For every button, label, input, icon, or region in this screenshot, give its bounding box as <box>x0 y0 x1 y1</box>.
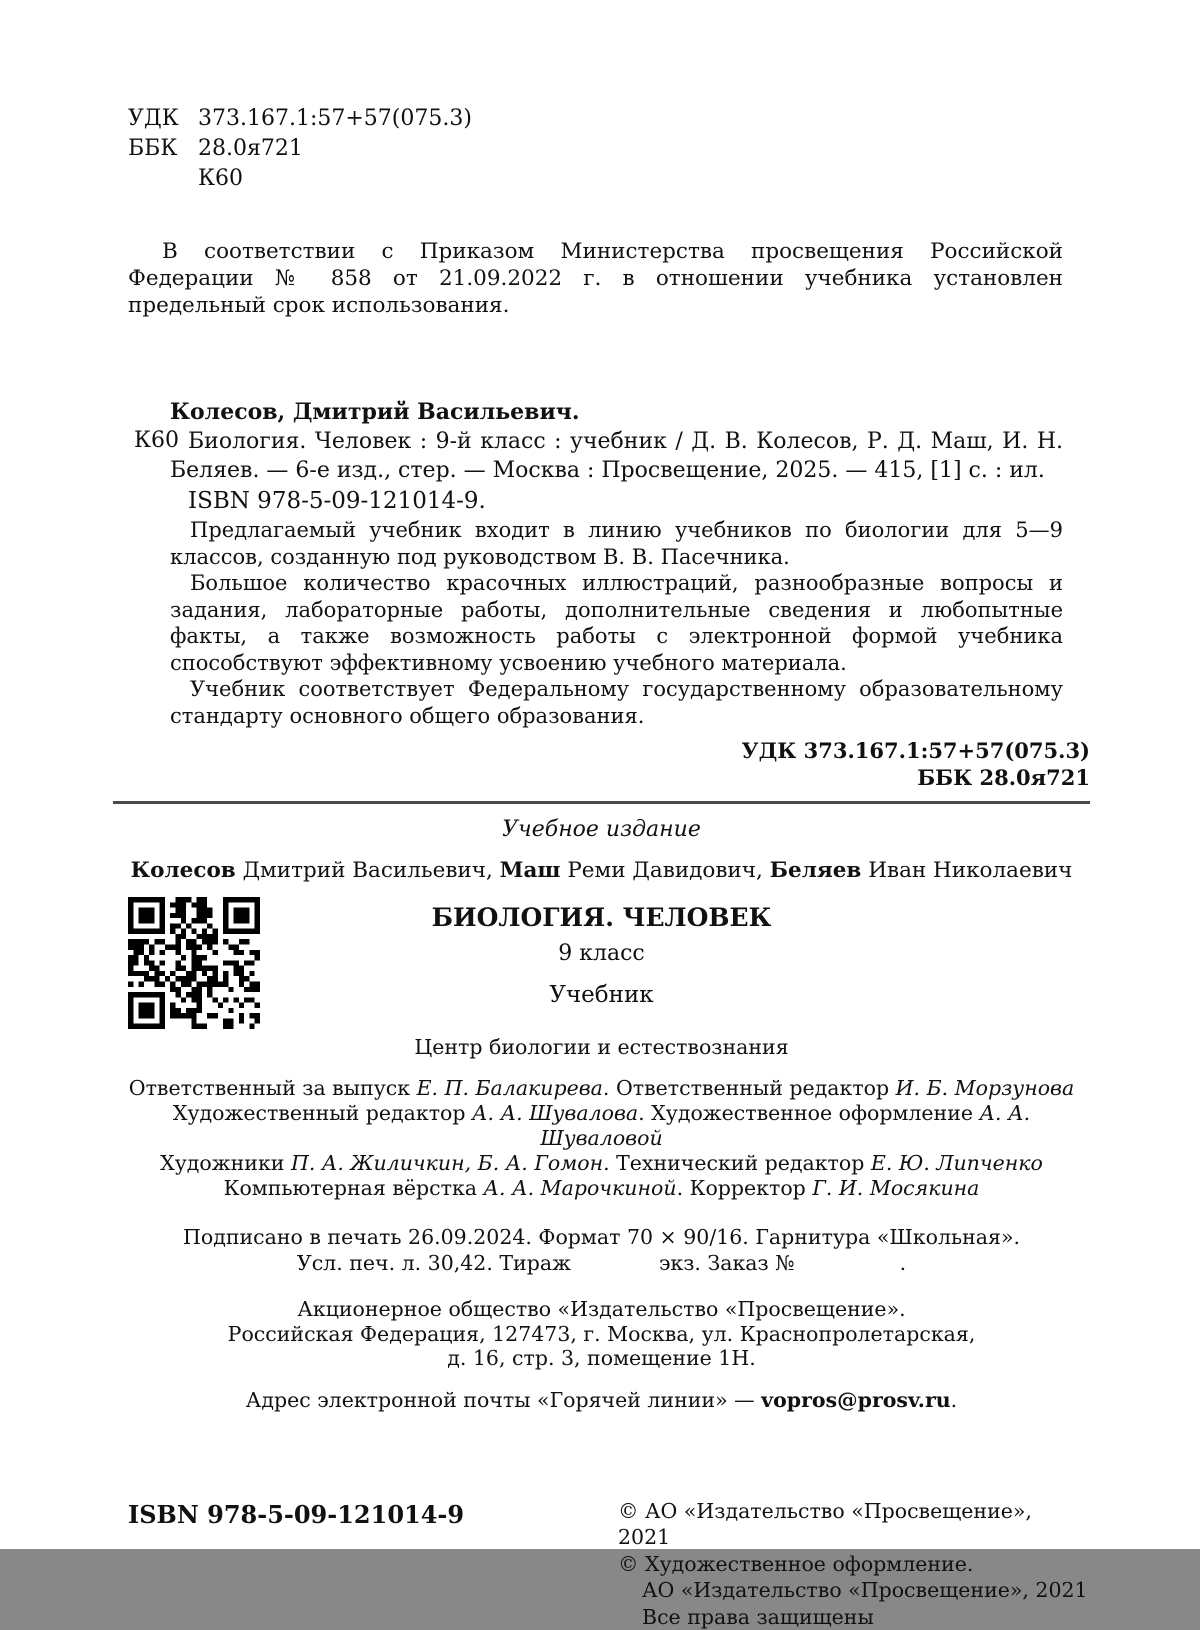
annotation-paragraph: Предлагаемый учебник входит в линию учебников по биологии для 5—9 классов, созданную под руководством В. В. Пасечника. <box>170 517 1063 570</box>
k-code: К60 <box>198 164 243 194</box>
copyright-line: Все права защищены <box>618 1604 1090 1630</box>
udk-right: УДК 373.167.1:57+57(075.3) <box>113 737 1090 764</box>
copyright-line: © АО «Издательство «Просвещение», 2021 <box>618 1498 1090 1551</box>
print-info-line: Подписано в печать 26.09.2024. Формат 70 × 90/16. Гарнитура «Школьная». <box>113 1224 1090 1250</box>
udk-bbk-right-block <box>113 737 1090 791</box>
publisher-line: Акционерное общество «Издательство «Просвещение». <box>113 1297 1090 1322</box>
book-title: БИОЛОГИЯ. ЧЕЛОВЕК <box>113 897 1090 932</box>
print-info <box>113 1224 1090 1276</box>
bbk-right: ББК 28.0я721 <box>113 764 1090 791</box>
ministry-order-notice: В соответствии с Приказом Министерства просвещения Российской Федерации № 858 от 21.09.2022 г. в отношении учебника установлен предельный срок использования. <box>128 238 1063 319</box>
copyright-line: © Художественное оформление. <box>618 1551 1090 1578</box>
credits-line: Компьютерная вёрстка А. А. Марочкиной. Корректор Г. И. Мосякина <box>113 1176 1090 1201</box>
udk-value: 373.167.1:57+57(075.3) <box>198 104 472 134</box>
publishing-center-name: Центр биологии и естествознания <box>113 1035 1090 1059</box>
publisher-address <box>113 1297 1090 1371</box>
isbn-bottom: ISBN 978-5-09-121014-9 <box>128 1500 464 1529</box>
horizontal-rule <box>113 801 1090 804</box>
annotation-paragraph: Большое количество красочных иллюстраций, разнообразные вопросы и задания, лабораторные работы, дополнительные сведения и любопытные факты, а также возможность работы с электронной формой учебника способствуют эффективному усвоению учебного материала. <box>170 570 1063 676</box>
bbk-value: 28.0я721 <box>198 134 303 164</box>
print-info-line: Усл. печ. л. 30,42. Тираж экз. Заказ № . <box>113 1250 1090 1276</box>
bbk-row <box>128 134 1090 164</box>
book-grade: 9 класс <box>113 941 1090 966</box>
hotline-email-line: Адрес электронной почты «Горячей линии» — vopros@prosv.ru. <box>113 1388 1090 1412</box>
classification-codes <box>128 104 1090 194</box>
book-subtitle: Учебник <box>113 982 1090 1008</box>
qr-code-icon <box>128 897 260 1029</box>
k-code-row <box>128 164 1090 194</box>
staff-credits <box>113 1076 1090 1201</box>
authors-line: Колесов Дмитрий Васильевич, Маш Реми Давидович, Беляев Иван Николаевич <box>113 858 1090 883</box>
bibliographic-record: Биология. Человек : 9-й класс : учебник / Д. В. Колесов, Р. Д. Маш, И. Н. Беляев. — 6-е изд., стер. — Москва : Просвещение, 2025. — 415, [1] с. : ил. <box>170 427 1063 485</box>
bbk-label: ББК <box>128 134 198 164</box>
catalog-isbn: ISBN 978-5-09-121014-9. <box>170 485 1063 517</box>
annotation <box>170 517 1063 729</box>
copyright-block <box>618 1498 1090 1630</box>
catalog-author-heading: Колесов, Дмитрий Васильевич. <box>170 397 1063 427</box>
catalog-card <box>128 397 1063 729</box>
catalog-k-code: К60 <box>134 428 179 453</box>
credits-line: Ответственный за выпуск Е. П. Балакирева. Ответственный редактор И. Б. Морзунова <box>113 1076 1090 1101</box>
edition-type: Учебное издание <box>113 817 1090 842</box>
publisher-line: Российская Федерация, 127473, г. Москва, ул. Краснопролетарская, <box>113 1322 1090 1347</box>
title-section <box>113 897 1090 1059</box>
credits-line: Художественный редактор А. А. Шувалова. Художественное оформление А. А. Шуваловой <box>113 1101 1090 1151</box>
udk-row <box>128 104 1090 134</box>
publisher-line: д. 16, стр. 3, помещение 1Н. <box>113 1346 1090 1371</box>
udk-label: УДК <box>128 104 198 134</box>
page-content <box>113 0 1090 1412</box>
copyright-line: АО «Издательство «Просвещение», 2021 <box>618 1577 1090 1604</box>
annotation-paragraph: Учебник соответствует Федеральному государственному образовательному стандарту основного общего образования. <box>170 676 1063 729</box>
credits-line: Художники П. А. Жиличкин, Б. А. Гомон. Технический редактор Е. Ю. Липченко <box>113 1151 1090 1176</box>
